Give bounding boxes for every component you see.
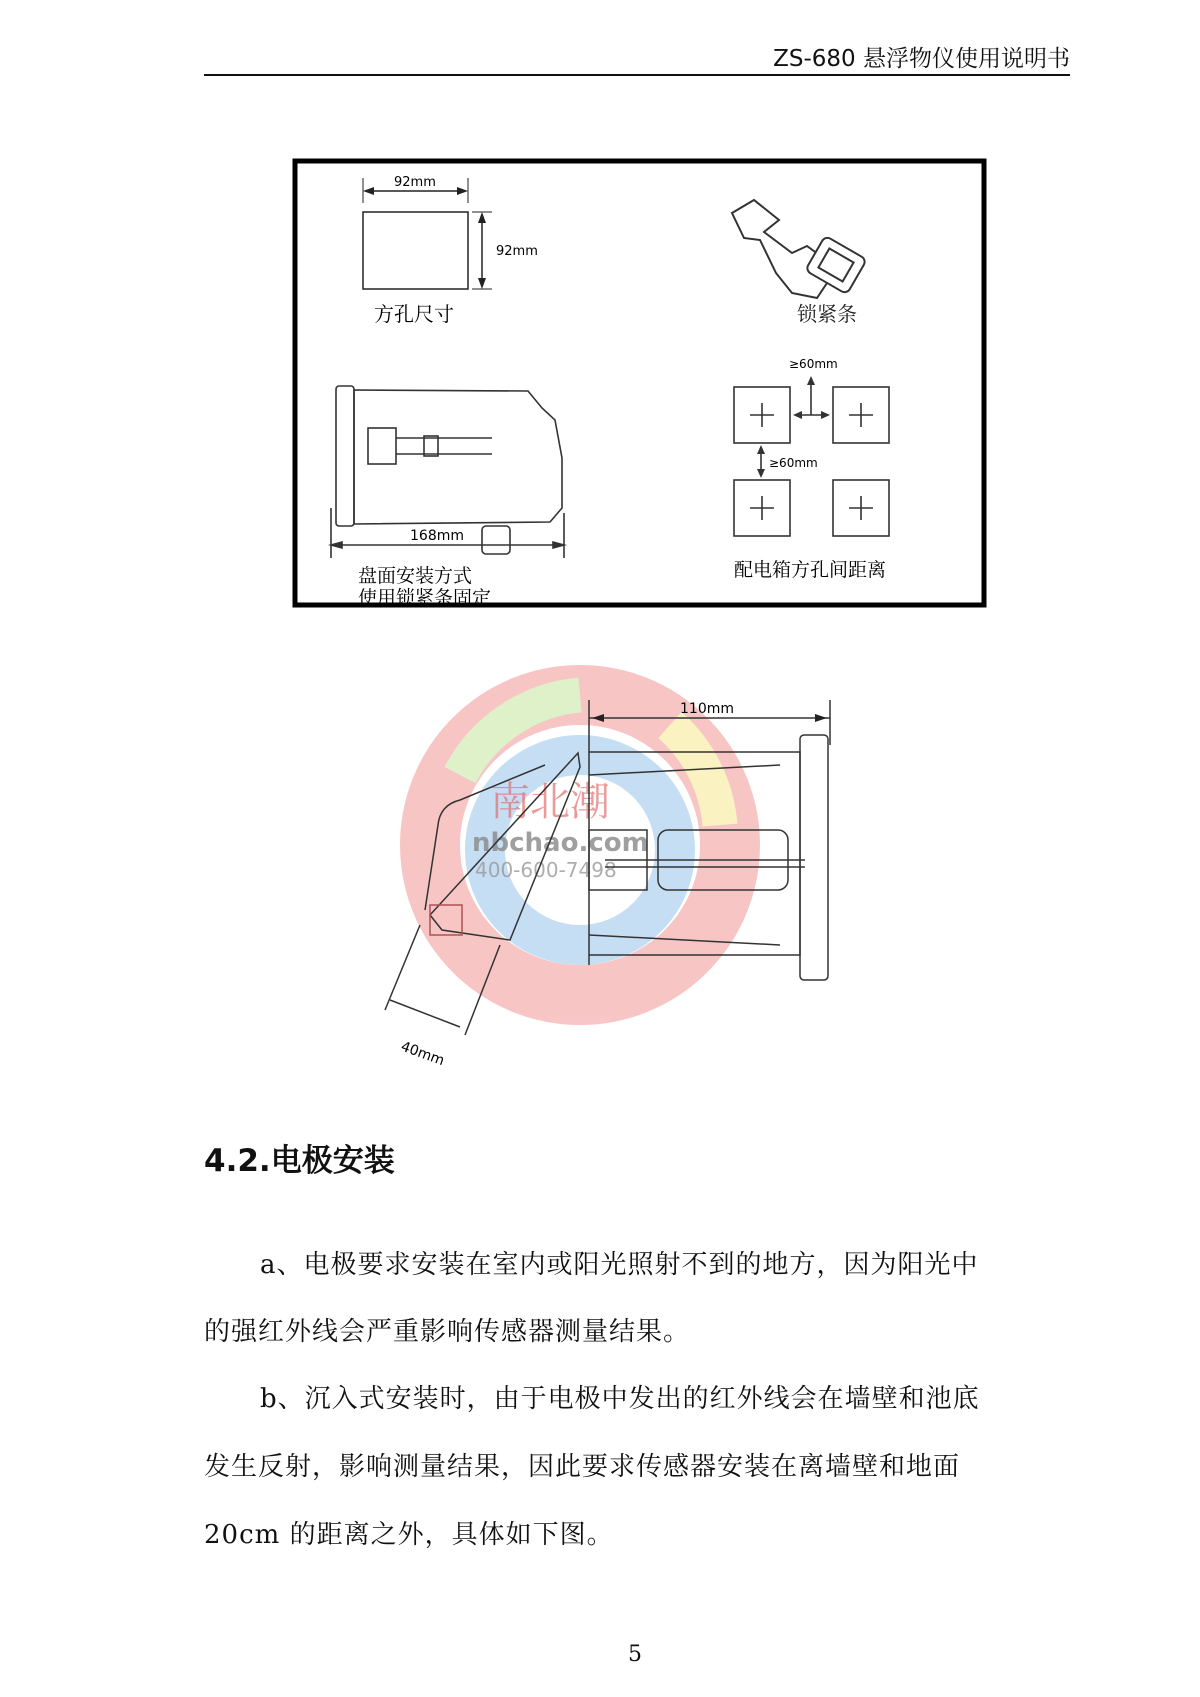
watermark-site: nbchao.com (472, 828, 649, 858)
document-header-title: ZS-680 悬浮物仪使用说明书 (773, 46, 1070, 72)
strip-caption: 锁紧条 (797, 302, 857, 326)
section-heading: 4.2.电极安装 (204, 1143, 395, 1179)
hole-width-label: 92mm (394, 175, 436, 190)
paragraph-b-line1: b、沉入式安装时，由于电极中发出的红外线会在墙壁和池底 (260, 1384, 980, 1414)
mounting-bracket-figure (380, 655, 880, 1075)
header-divider (204, 74, 1070, 76)
paragraph-b-line3: 20cm 的距离之外，具体如下图。 (204, 1520, 614, 1550)
depth-label: 110mm (680, 701, 734, 717)
panel-caption-line2: 使用锁紧条固定 (358, 587, 492, 608)
spacing-caption: 配电箱方孔间距离 (734, 559, 887, 581)
hole-caption: 方孔尺寸 (374, 302, 454, 326)
panel-caption-line1: 盘面安装方式 (358, 565, 473, 587)
watermark-brand: 南北潮 (490, 779, 610, 825)
spacing-horizontal-label: ≥60mm (769, 456, 818, 470)
paragraph-a-line2: 的强红外线会严重影响传感器测量结果。 (204, 1317, 691, 1347)
page-number: 5 (628, 1642, 642, 1667)
angle-label: 40mm (398, 1038, 447, 1070)
hole-height-label: 92mm (496, 244, 538, 259)
panel-length-label: 168mm (410, 528, 464, 544)
watermark-phone: 400-600-7498 (475, 858, 617, 882)
paragraph-a-line1: a、电极要求安装在室内或阳光照射不到的地方，因为阳光中 (260, 1250, 979, 1280)
panel-installation-figure (292, 158, 987, 608)
spacing-vertical-label: ≥60mm (789, 357, 838, 371)
paragraph-b-line2: 发生反射，影响测量结果，因此要求传感器安装在离墙壁和地面 (204, 1452, 961, 1482)
